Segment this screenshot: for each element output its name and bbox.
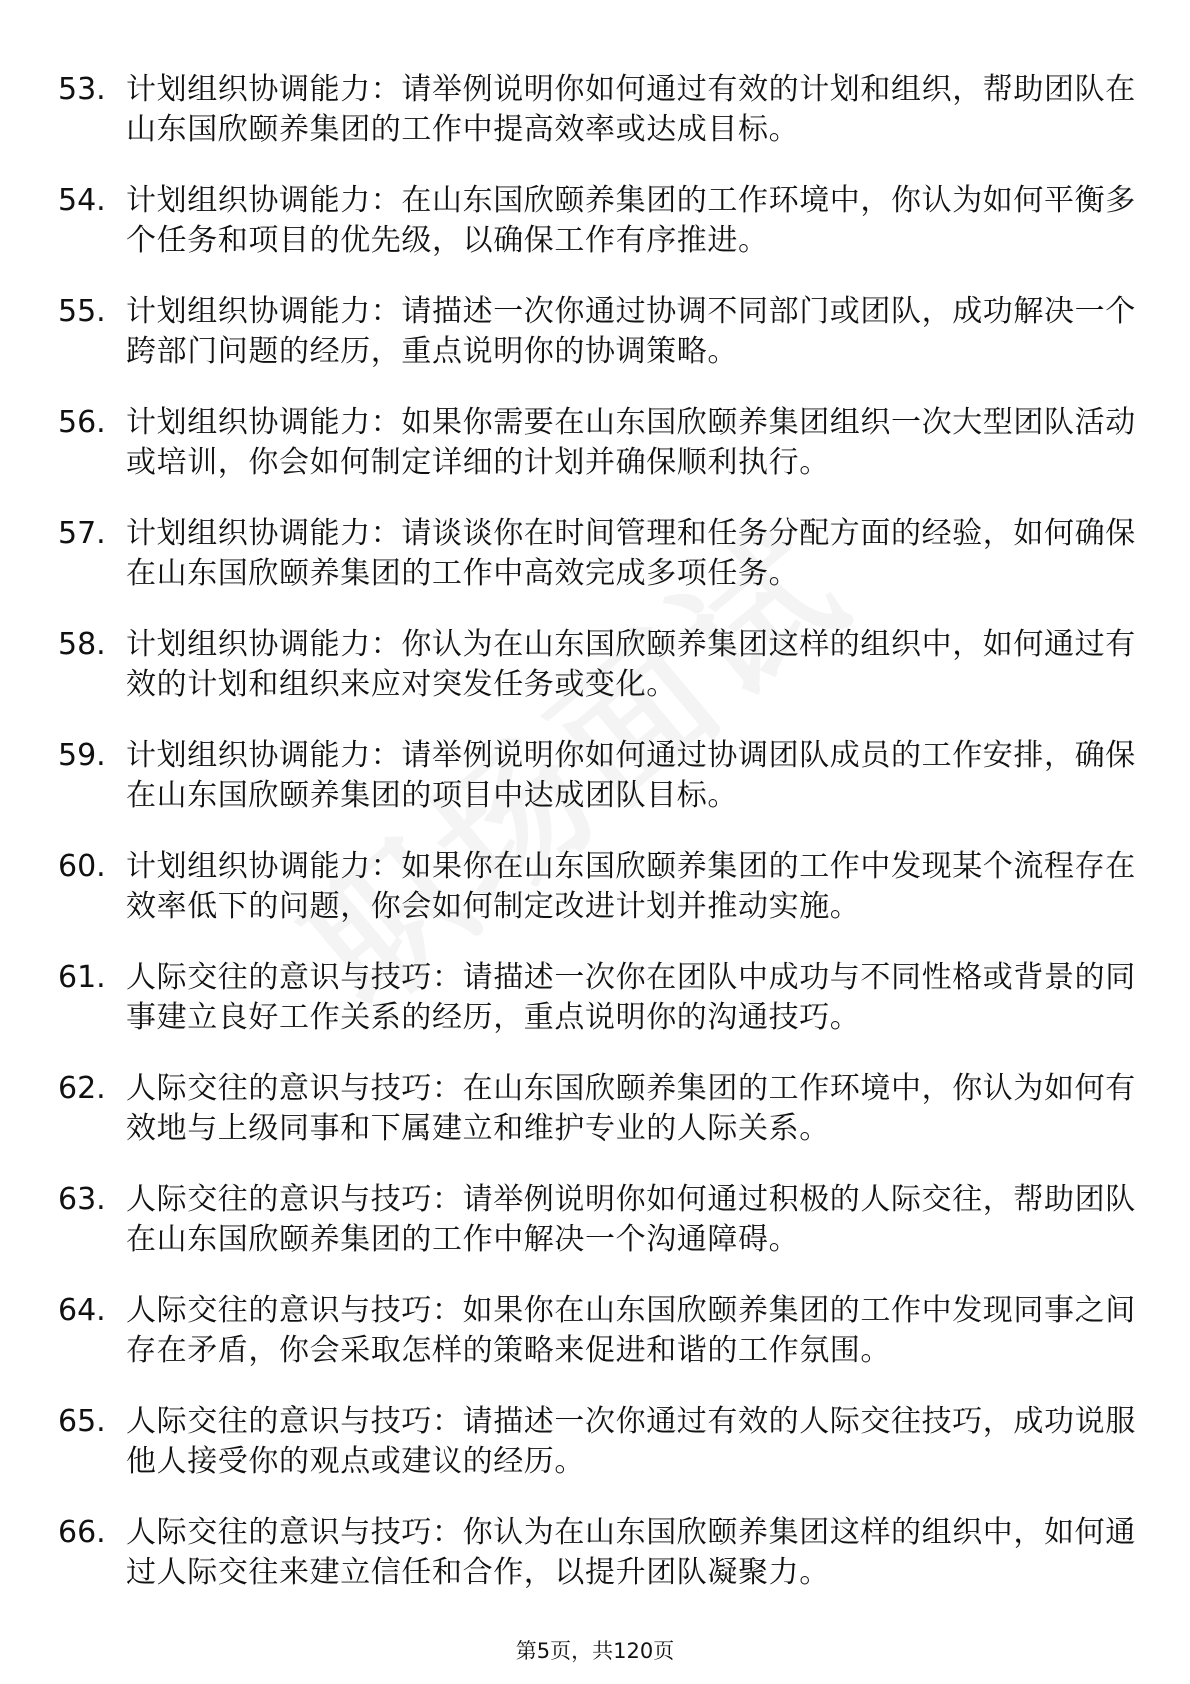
item-number: 66.	[58, 1515, 106, 1550]
list-item	[58, 736, 1138, 816]
item-text: 人际交往的意识与技巧：请举例说明你如何通过积极的人际交往，帮助团队在山东国欣颐养集团的工作中解决一个沟通障碍。	[126, 1182, 1136, 1257]
list-item	[58, 1180, 1138, 1260]
list-item	[58, 70, 1138, 150]
item-text: 计划组织协调能力：请举例说明你如何通过有效的计划和组织，帮助团队在山东国欣颐养集团的工作中提高效率或达成目标。	[126, 72, 1136, 147]
item-number: 59.	[58, 738, 106, 773]
item-text: 人际交往的意识与技巧：在山东国欣颐养集团的工作环境中，你认为如何有效地与上级同事和下属建立和维护专业的人际关系。	[126, 1071, 1136, 1146]
item-text: 计划组织协调能力：如果你在山东国欣颐养集团的工作中发现某个流程存在效率低下的问题，你会如何制定改进计划并推动实施。	[126, 849, 1136, 924]
item-text: 人际交往的意识与技巧：请描述一次你在团队中成功与不同性格或背景的同事建立良好工作关系的经历，重点说明你的沟通技巧。	[126, 960, 1136, 1035]
list-item	[58, 181, 1138, 261]
item-number: 57.	[58, 516, 106, 551]
item-number: 56.	[58, 405, 106, 440]
item-text: 计划组织协调能力：请描述一次你通过协调不同部门或团队，成功解决一个跨部门问题的经历，重点说明你的协调策略。	[126, 294, 1136, 369]
page-footer: 第5页，共120页	[515, 1639, 675, 1663]
item-number: 60.	[58, 849, 106, 884]
list-item	[58, 292, 1138, 372]
item-text: 人际交往的意识与技巧：你认为在山东国欣颐养集团这样的组织中，如何通过人际交往来建立信任和合作，以提升团队凝聚力。	[126, 1515, 1136, 1590]
item-text: 计划组织协调能力：你认为在山东国欣颐养集团这样的组织中，如何通过有效的计划和组织来应对突发任务或变化。	[126, 627, 1136, 702]
list-item	[58, 1291, 1138, 1371]
list-item	[58, 847, 1138, 927]
item-text: 计划组织协调能力：在山东国欣颐养集团的工作环境中，你认为如何平衡多个任务和项目的优先级，以确保工作有序推进。	[126, 183, 1136, 258]
question-list	[58, 70, 1138, 1624]
item-number: 54.	[58, 183, 106, 218]
item-number: 64.	[58, 1293, 106, 1328]
item-text: 计划组织协调能力：请举例说明你如何通过协调团队成员的工作安排，确保在山东国欣颐养集团的项目中达成团队目标。	[126, 738, 1136, 813]
item-number: 62.	[58, 1071, 106, 1106]
item-number: 53.	[58, 72, 106, 107]
item-text: 计划组织协调能力：请谈谈你在时间管理和任务分配方面的经验，如何确保在山东国欣颐养集团的工作中高效完成多项任务。	[126, 516, 1136, 591]
item-number: 63.	[58, 1182, 106, 1217]
list-item	[58, 403, 1138, 483]
list-item	[58, 958, 1138, 1038]
item-number: 55.	[58, 294, 106, 329]
item-number: 58.	[58, 627, 106, 662]
list-item	[58, 1069, 1138, 1149]
list-item	[58, 625, 1138, 705]
item-number: 61.	[58, 960, 106, 995]
item-number: 65.	[58, 1404, 106, 1439]
item-text: 计划组织协调能力：如果你需要在山东国欣颐养集团组织一次大型团队活动或培训，你会如何制定详细的计划并确保顺利执行。	[126, 405, 1136, 480]
list-item	[58, 514, 1138, 594]
list-item	[58, 1513, 1138, 1593]
item-text: 人际交往的意识与技巧：请描述一次你通过有效的人际交往技巧，成功说服他人接受你的观点或建议的经历。	[126, 1404, 1136, 1479]
item-text: 人际交往的意识与技巧：如果你在山东国欣颐养集团的工作中发现同事之间存在矛盾，你会采取怎样的策略来促进和谐的工作氛围。	[126, 1293, 1136, 1368]
list-item	[58, 1402, 1138, 1482]
